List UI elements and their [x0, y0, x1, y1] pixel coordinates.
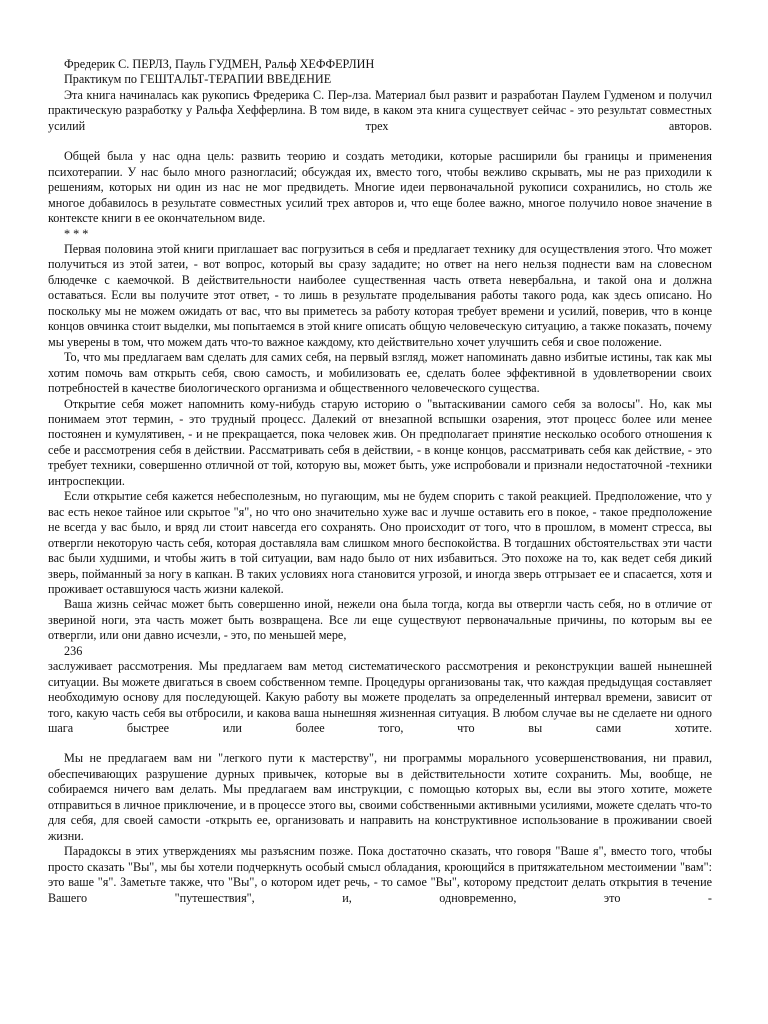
page-number: 236: [64, 643, 83, 658]
paragraph-spacer: [48, 134, 712, 149]
paragraph: Эта книга начиналась как рукопись Фредерика С. Пер-лза. Материал был развит и разработан Паулем Гудменом и получил практическую разработку у Ральфа Хефферлина. В том виде, в каком эта книга существует сейчас - это результат совместных усилий трех авторов.: [48, 87, 712, 133]
paragraph: Парадоксы в этих утверждениях мы разъясним позже. Пока достаточно сказать, что говоря "Ваше я", вместо того, чтобы просто сказать "Вы", мы бы хотели подчеркнуть особый смысл обладания, кроющийся в притяжательном местоимении "вам": это ваше "я". Заметьте также, что "Вы", о котором идет речь, - то самое "Вы", которому предстоит делать открытия в течение Вашего "путешествия", и, одновременно, это -: [48, 844, 712, 905]
paragraph: Ваша жизнь сейчас может быть совершенно иной, нежели она была тогда, когда вы отвергли часть себя, но в отличие от звериной ноги, эта часть может быть возвращена. Все ли еще существуют первоначальные причины, по которым вы ее отвергли, или они давно исчезли, - это, по меньшей мере,: [48, 597, 712, 643]
paragraph: Открытие себя может напомнить кому-нибудь старую историю о "вытаскивании самого себя за волосы". Но, как мы понимаем этот термин, - это трудный процесс. Далекий от внезапной вспышки озарения, этот процесс более или менее постоянен и кумулятивен, - и не прекращается, пока человек жив. Он предполагает принятие несколько особого отношения к себе и рассмотрения себя в действии. Рассматривать себя в действии, - в конце концов, рассматривать себя как действие, - это требует техники, совершенно отличной от той, которую вы, может быть, уже испробовали и признали недостаточной -техники интроспекции.: [48, 396, 712, 488]
paragraph: Если открытие себя кажется небесполезным, но пугающим, мы не будем спорить с такой реакцией. Предположение, что у вас есть некое тайное или скрытое "я", но что оно значительно хуже вас и лучше оставить его в покое, - такое предположение не всегда у вас было, и вряд ли стоит навсегда его сохранять. Оно происходит от того, что в прошлом, в момент стресса, вы отвергли некоторую часть себя, которая доставляла вам слишком много беспокойства. В тогдашних обстоятельствах эти части вас были худшими, и чтобы жить в той ситуации, вам надо было от них избавиться. Это похоже на то, как ведет себя дикий зверь, пойманный за ногу в капкан. В таких условиях нога становится угрозой, и иногда зверь отгрызает ее и спасается, хотя и проживает оставшуюся часть жизни калекой.: [48, 489, 712, 596]
paragraph-spacer: [48, 736, 712, 751]
section-separator: * * *: [64, 226, 89, 241]
paragraph: То, что мы предлагаем вам сделать для самих себя, на первый взгляд, может напоминать давно избитые истины, так как мы хотим помочь вам открыть себя, свою самость, и мобилизовать ее, сделать более эффективной в удовлетворении своих потребностей в качестве биологического организма и общественного человеческого существа.: [48, 350, 712, 396]
document-page: [48, 57, 712, 906]
paragraph: Общей была у нас одна цель: развить теорию и создать методики, которые расширили бы границы и применения психотерапии. У нас было много разногласий; обсуждая их, вместо того, чтобы вежливо скрывать, мы не раз приходили к решениям, которых ни один из нас не мог предвидеть. Многие идеи первоначальной рукописи сохранились, но столь же многое добавилось в результате совместных усилий трех авторов и, что еще более важно, многое получило новое значение в контексте книги в ее окончательном виде.: [48, 149, 712, 226]
book-title: Практикум по ГЕШТАЛЬТ-ТЕРАПИИ ВВЕДЕНИЕ: [64, 72, 332, 87]
book-authors: Фредерик С. ПЕРЛЗ, Пауль ГУДМЕН, Ральф ХЕФФЕРЛИН: [64, 57, 375, 71]
paragraph: заслуживает рассмотрения. Мы предлагаем вам метод систематического рассмотрения и реконструкции вашей нынешней ситуации. Вы можете двигаться в своем собственном темпе. Процедуры организованы так, что каждая предыдущая составляет необходимую основу для последующей. Какую работу вы можете проделать за определенный интервал времени, зависит от того, какую часть себя вы отбросили, и какова ваша нынешняя жизненная ситуация. В любом случае вы не сделаете ни одного шага быстрее или более того, что вы сами хотите.: [48, 659, 712, 736]
paragraph: Мы не предлагаем вам ни "легкого пути к мастерству", ни программы морального усовершенствования, ни правил, обеспечивающих разрушение дурных привычек, которые вы в действительности хотите сохранить. Мы, вообще, не собираемся ничего вам делать. Мы предлагаем вам инструкции, с помощью которых вы, если вы этого хотите, можете отправиться в личное приключение, и в процессе этого вы, своими собственными активными усилиями, можете сделать что-то для себя, для своей самости -открыть ее, организовать и направить на конструктивное использование в проживании своей жизни.: [48, 751, 712, 843]
paragraph: Первая половина этой книги приглашает вас погрузиться в себя и предлагает технику для осуществления этого. Что может получиться из этой затеи, - вот вопрос, который вы сразу зададите; но ответ на него нельзя поднести вам на словесном блюдечке с каемочкой. В действительности наиболее существенная часть ответа невербальна, и такой она и должна оставаться. Если вы получите этот ответ, - то лишь в результате проделывания работы такого рода, как здесь описано. Но поскольку мы не можем ожидать от вас, что вы приметесь за работу которая требует времени и усилий, поверив, что в конце концов овчинка стоит выделки, мы попытаемся в этой книге описать общую человеческую ситуацию, а также показать, почему мы уверены в том, что можем дать что-то важное каждому, кто действительно хочет улучшить себя и свое положение.: [48, 241, 712, 349]
